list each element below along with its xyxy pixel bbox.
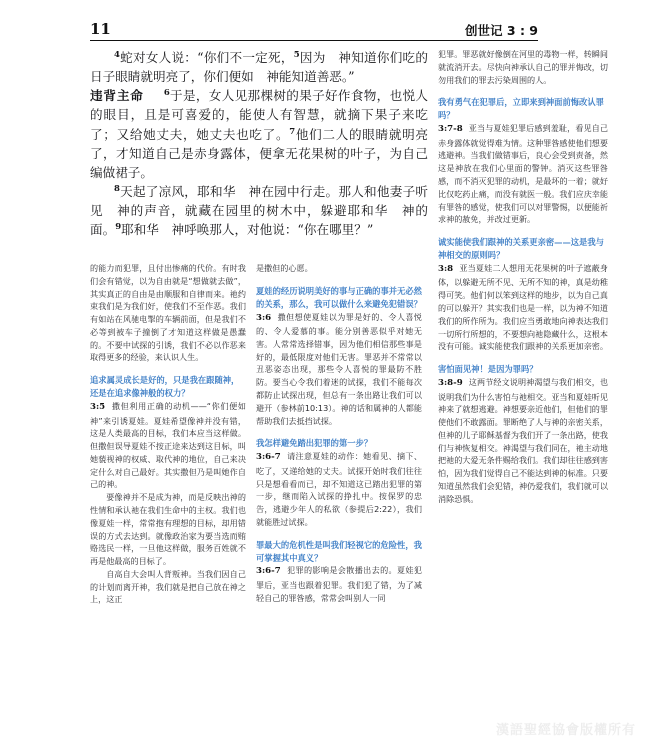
answer-block-4 <box>256 564 422 604</box>
verse-number-7: 7 <box>289 126 296 137</box>
spacer <box>256 427 422 437</box>
scripture-block <box>90 48 428 239</box>
scripture-text-6: 于是，女人见那棵树的果子好作食物，也悦人的眼目，且是可喜爱的，能使人有智慧，就摘下果子来吃了；又给她丈夫，她丈夫也吃了。 <box>90 88 429 142</box>
answer-text-6: 亚当夏娃二人想用无花果树的叶子遮蔽身体，以躲避无所不见、无所不知的神，真是幼稚得可笑。他们何以笨到这样的地步，以为自己真的可以躲开？其实我们也是一样，以为神不知道我们的所作所为。我们应当勇敢地向神表达我们一切所行所想的，不要想向祂隐藏什么，这根本没有可能。诚实能使我们跟神的关系更加亲密。 <box>438 262 608 352</box>
column2-continued-text: 是撒但的心愿。 <box>256 263 313 273</box>
answer-block-7 <box>438 376 608 506</box>
answer-text-3: 请注意夏娃的动作：她看见、摘下、吃了，又递给她的丈夫。试探开始时我们往往只是想看看而已，却不知道这已踏出犯罪的第一步，继而陷入试探的挣扎中。按保罗的忠告，逃避少年人的私欲（参提后2:22），我们就能胜过试探。 <box>256 451 422 527</box>
scripture-text-9: 耶和华 神呼唤那人，对他说：“你在哪里？” <box>121 222 374 238</box>
question-heading-danger-of-sin: 罪最大的危机性是叫我们轻视它的危险性，我可掌握其中真义？ <box>256 539 422 563</box>
scripture-text-5: 因为 神知道你们吃的日子眼睛就明亮了，你们便如 神能知道善恶。” <box>90 50 428 85</box>
running-head-reference: 创世记 3 : 9 <box>465 22 538 38</box>
verse-reference-3-6-7-b: 3:6-7 <box>256 566 281 577</box>
answer-text-1a: 撒但利用正确的动机——“你们便如神”来引诱夏娃。夏娃希望像神并没有错，这是人类最高的目标，我们本应当这样做。但撒但误导夏娃不按正途来达到这目标，叫她藐视神的权威、取代神的地位，自己来决定什么对自己最好。其实撒但乃是叫她作自己的神。 <box>90 400 246 490</box>
spacer <box>438 226 608 236</box>
question-heading-courage-to-repent: 我有勇气在犯罪后，立即来到神面前悔改认罪吗？ <box>438 97 604 121</box>
verse-reference-3-8: 3:8 <box>438 263 454 274</box>
scripture-paragraph-verse-4-5 <box>90 48 428 86</box>
verse-number-9: 9 <box>115 222 122 233</box>
scripture-text-4: 蛇对女人说：“你们不一定死， <box>119 50 294 65</box>
scripture-text-7: 他们二人的眼睛就明亮了，才知道自己是赤身露体，便拿无花果树的叶子，为自己编做裙子。 <box>90 126 429 180</box>
question-heading-honesty-with-god: 诚实能使我们跟神的关系更亲密——这是我与神相交的原则吗？ <box>438 237 604 260</box>
answer-text-2: 撒但想使夏娃以为罪是好的、令人喜悦的、令人爱慕的事。能分别善恶似乎对她无害。人常常选择错事，因为他们相信那些事是好的，最低限度对他们无害。罪恶并不常常以丑恶姿态出现，那些令人喜悦的罪最防不胜防。要当心令我们着迷的试探，我们不能每次都防止试探出现，但总有一条出路让我们可以避开（参林前10:13）。神的话和属神的人都能帮助我们去抵挡试探。 <box>256 311 422 426</box>
verse-reference-3-7-8: 3:7-8 <box>438 124 463 135</box>
copyright-watermark: 漢語聖經協會版權所有 <box>495 723 636 738</box>
column1-continued-text: 的能力而犯罪，且付出惨痛的代价。有时我们会有错觉，以为自由就是“想做就去做”，其实真正的自由是由顺服和自律而来。祂约束我们是为我们好，使我们不至作恶。我们有如站在风驰电掣的车辆前面，但是我们不必等到被车子撞倒了才知道这样做是愚蠢的。不要中试探的引诱，我们不必以作恶来取得更多的经验，来认识人生。 <box>90 263 246 363</box>
question-heading-good-vs-right: 夏娃的经历说明美好的事与正确的事并无必然的关系，那么，我可以做什么来避免犯错误？ <box>256 285 422 309</box>
page-number: 11 <box>90 20 111 38</box>
answer-block-5 <box>438 122 608 226</box>
scripture-paragraph-verse-6-7 <box>90 86 428 182</box>
commentary-column-2 <box>256 262 422 605</box>
answer-text-7: 这两节经文说明神渴望与我们相交，也说明我们为什么害怕与祂相交。亚当和夏娃听见神来了就想逃避。神想要亲近他们，但他们的罪使他们不敢露面。罪断绝了人与神的亲密关系，但神的儿子耶稣基督为我们开了一条出路，使我们与神恢复相交。神渴望与我们同在，祂主动地把祂的大爱无条件赐给我们。我们却往往感到害怕，因为我们觉得自己不能达到神的标准。只要知道虽然我们会犯错，神仍爱我们，我们就可以消除恐惧。 <box>438 376 608 504</box>
question-heading-fear-of-god: 害怕面见神！是因为罪吗？ <box>438 364 538 375</box>
verse-number-6: 6 <box>163 88 170 99</box>
scripture-section-title: 违背主命 <box>90 88 144 104</box>
answer-block-3 <box>256 450 422 528</box>
spacer <box>256 529 422 539</box>
answer-text-1b: 要像神并不是成为神，而是反映出神的性情和承认祂在我们生命中的主权。我们也像夏娃一样，常常抱有理想的目标，却用错误的方式去达到。就像政治家为要当选而贿赂选民一样，一旦他这样做，服务百姓就不再是他最高的目标了。 <box>90 492 246 567</box>
question-heading-spiritual-growth: 追求属灵成长是好的，只是我在跟随神，还是在追求像神般的权力？ <box>90 375 240 399</box>
page-header <box>90 22 538 41</box>
scripture-paragraph-verse-8-9 <box>90 182 428 239</box>
spacer <box>438 86 608 96</box>
answer-block-6 <box>438 262 608 353</box>
verse-reference-3-8-9: 3:8-9 <box>438 377 463 388</box>
answer-text-1c: 自高自大会叫人背叛神。当我们因自己的计划而离开神，我们就是把自己放在神之上，这正 <box>90 568 246 605</box>
verse-reference-3-5: 3:5 <box>90 401 106 412</box>
verse-number-5: 5 <box>293 49 300 60</box>
verse-reference-3-6: 3:6 <box>256 312 272 323</box>
spacer <box>90 364 246 374</box>
verse-reference-3-6-7-a: 3:6-7 <box>256 452 281 463</box>
answer-text-4: 犯罪的影响是会散播出去的。夏娃犯罪后，亚当也跟着犯罪。我们犯了错，为了减轻自己的罪咎感，常常会叫别人一同 <box>256 565 422 603</box>
commentary-column-1 <box>90 262 246 606</box>
spacer <box>438 353 608 363</box>
column3-continued-text: 犯罪。罪恶就好像倒在河里的毒物一样，转瞬间就流消开去。尽快向神承认自己的罪并悔改，切勿用我们的罪去污染周围的人。 <box>438 49 608 85</box>
commentary-column-3 <box>438 48 608 506</box>
answer-block-2 <box>256 311 422 428</box>
answer-text-5: 亚当与夏娃犯罪后感到羞耻，看见自己赤身露体就觉得难为情。这种罪咎感使他们想要逃避神。当我们做错事后，良心会受到责备，然这是神放在我们心里面的警钟。消灭这些罪咎感，而不消灭犯罪的动机，是最坏的一着；就好比仅吃药止痛，而没有就医一般。我们应庆幸能有罪咎的感觉，使我们可以对罪警惕，以便能祈求神的赦免，并改过更新。 <box>438 123 608 225</box>
scripture-text-8: 天起了凉风，耶和华 神在园中行走。那人和他妻子听见 神的声音，就藏在园里的树木中，躲避耶和华 神的面。 <box>90 183 428 238</box>
question-heading-first-step-of-sin: 我怎样避免踏出犯罪的第一步？ <box>256 438 373 449</box>
verse-number-8: 8 <box>113 183 120 194</box>
spacer <box>256 275 422 285</box>
answer-block-1 <box>90 400 246 491</box>
verse-number-4: 4 <box>113 49 120 60</box>
